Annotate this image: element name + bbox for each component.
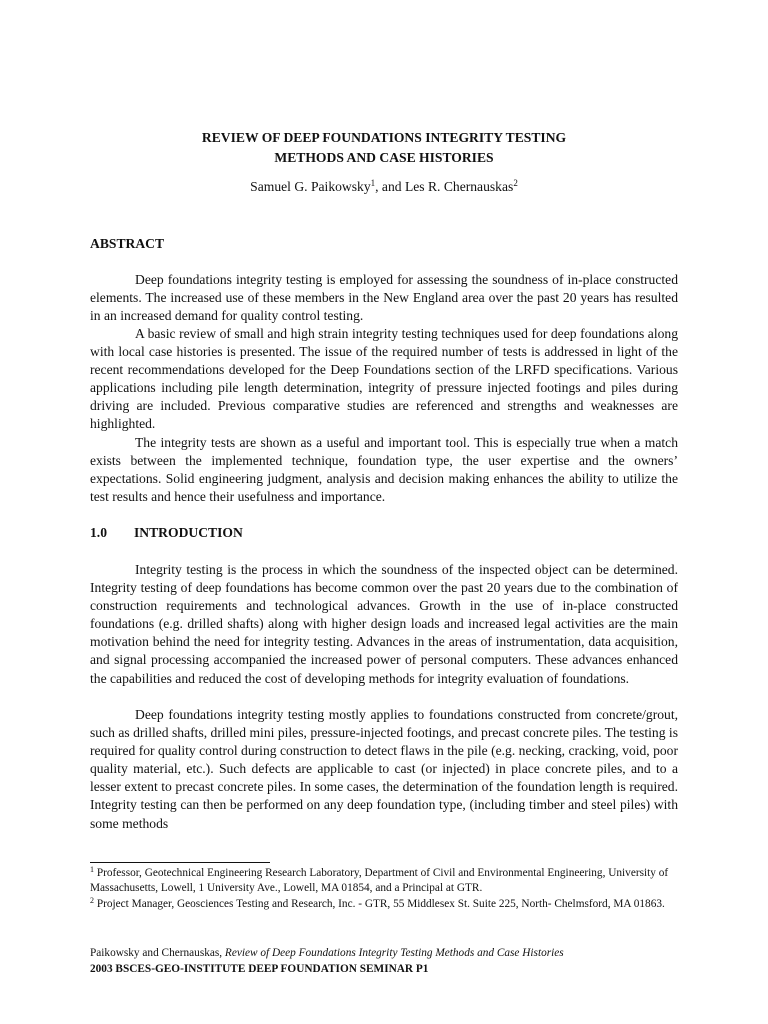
- paper-title-line-1: REVIEW OF DEEP FOUNDATIONS INTEGRITY TESTING: [201, 130, 567, 145]
- author-1: Samuel G. Paikowsky: [250, 179, 371, 194]
- abstract-heading: ABSTRACT: [90, 236, 165, 251]
- author-2: , and Les R. Chernauskas: [375, 179, 514, 194]
- abstract-paragraph-1-text: Deep foundations integrity testing is employed for assessing the soundness of in-place constructed elements. The increased use of these members in the New England area over the past 20 years has resulted in an increased demand for quality control testing.: [90, 272, 678, 324]
- footer-authors: Paikowsky and Chernauskas,: [90, 947, 225, 959]
- introduction-heading: [90, 524, 243, 542]
- footnote-2: [90, 897, 678, 912]
- abstract-paragraph-3-text: The integrity tests are shown as a useful and important tool. This is especially true when a match exists between the implemented technique, foundation type, the user expertise and the owners’ expectations. Solid engineering judgment, analysis and decision making enhances the ability to utilize the test results and hence their usefulness and importance.: [90, 435, 678, 505]
- introduction-paragraph-2: [90, 706, 678, 833]
- running-footer: [90, 946, 564, 961]
- abstract-paragraph-1: [90, 271, 678, 325]
- footer-seminar: 2003 BSCES-GEO-INSTITUTE DEEP FOUNDATION SEMINAR P1: [90, 963, 429, 975]
- section-number: 1.0: [90, 525, 107, 540]
- footnote-1: [90, 866, 678, 896]
- author-1-affiliation-mark: 1: [370, 178, 376, 188]
- footnote-1-mark: 1: [90, 865, 94, 874]
- footnote-2-mark: 2: [90, 896, 94, 905]
- footnote-2-text: Project Manager, Geosciences Testing and Research, Inc. - GTR, 55 Middlesex St. Suite 225, North- Chelmsford, MA 01863.: [94, 898, 665, 910]
- footnote-separator: [90, 862, 270, 863]
- introduction-paragraph-1-text: Integrity testing is the process in which the soundness of the inspected object can be determined. Integrity testing of deep foundations has become common over the past 20 years due to the combination of construction requirements and technological advances. Growth in the use of in-place constructed foundations (e.g. drilled shafts) along with higher design loads and increased legal activities are the main motivation behind the need for integrity testing. Advances in the areas of instrumentation, data acquisition, and signal processing accompanied the increased power of personal computers. These advances enhanced the capabilities and reduced the cost of developing methods for integrity evaluation of foundations.: [90, 562, 678, 686]
- footnote-1-text: Professor, Geotechnical Engineering Research Laboratory, Department of Civil and Environmental Engineering, University of Massachusetts, Lowell, 1 University Ave., Lowell, MA 01854, and a Principal at GTR.: [90, 867, 669, 894]
- author-line: [90, 178, 678, 196]
- paper-title-line-2: METHODS AND CASE HISTORIES: [274, 150, 494, 165]
- abstract-paragraph-2-text: A basic review of small and high strain integrity testing techniques used for deep foundations along with local case histories is presented. The issue of the required number of tests is addressed in light of the recent recommendations developed for the Deep Foundations section of the LRFD specifications. Various applications including pile length determination, integrity of pressure injected footings and piles during driving are included. Previous comparative studies are referenced and strengths and weaknesses are highlighted.: [90, 326, 678, 432]
- abstract-paragraph-3: [90, 434, 678, 506]
- abstract-paragraph-2: [90, 325, 678, 434]
- footer-title: Review of Deep Foundations Integrity Testing Methods and Case Histories: [224, 947, 564, 959]
- section-title: INTRODUCTION: [134, 525, 243, 540]
- author-2-affiliation-mark: 2: [513, 178, 518, 188]
- introduction-paragraph-1: [90, 561, 678, 688]
- introduction-paragraph-2-text: Deep foundations integrity testing mostly applies to foundations constructed from concrete/grout, such as drilled shafts, drilled mini piles, pressure-injected footings, and precast concrete piles. The testing is required for quality control during construction to detect flaws in the pile (e.g. necking, cracking, void, poor quality material, etc.). Such defects are applicable to cast (or injected) in place concrete piles, and to a lesser extent to precast concrete piles. In some cases, the determination of the foundation length is required. Integrity testing can then be performed on any deep foundation type, (including timber and steel piles) with some methods: [90, 707, 678, 831]
